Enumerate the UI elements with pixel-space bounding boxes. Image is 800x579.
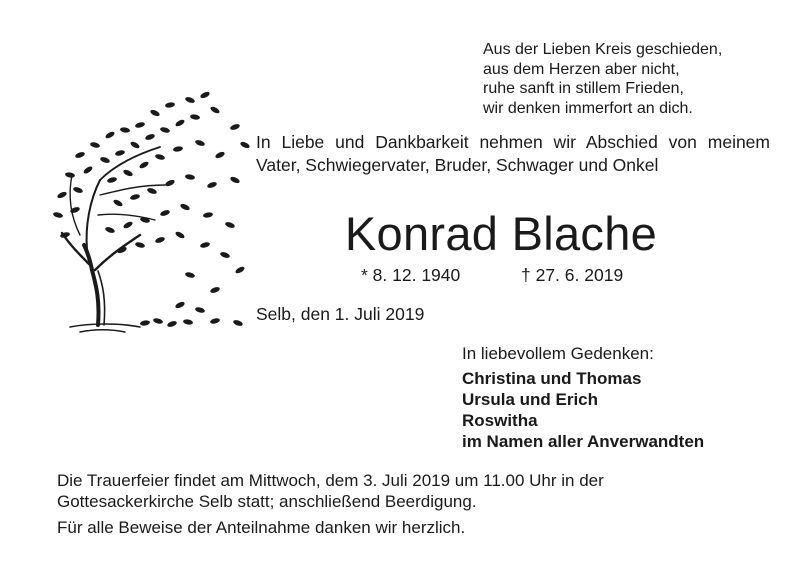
mourners-list (462, 368, 704, 452)
birth-date: * 8. 12. 1940 (361, 265, 461, 285)
mourner-entry: Christina und Thomas (462, 369, 642, 388)
deceased-name: Konrad Blache (344, 207, 658, 260)
mourner-entry: im Namen aller Anverwandten (462, 432, 705, 451)
windswept-tree-illustration (40, 85, 255, 345)
poem-line: wir denken immerfort an dich. (483, 99, 693, 117)
mourner-entry: Roswitha (462, 411, 538, 430)
memorial-label: In liebevollem Gedenken: (462, 344, 654, 363)
place-and-date: Selb, den 1. Juli 2019 (256, 304, 425, 324)
thanks-line: Für alle Beweise der Anteilnahme danken wir herzlich. (57, 518, 466, 537)
poem-line: aus dem Herzen aber nicht, (483, 60, 680, 78)
funeral-info-line: Die Trauerfeier findet am Mittwoch, dem 3. Juli 2019 um 11.00 Uhr in der (57, 471, 604, 490)
mourner-entry: Ursula und Erich (462, 390, 599, 409)
funeral-notice (57, 470, 757, 538)
funeral-info-line: Gottesackerkirche Selb statt; anschließend Beerdigung. (57, 492, 477, 511)
poem-line: Aus der Lieben Kreis geschieden, (483, 41, 723, 58)
death-date: † 27. 6. 2019 (521, 265, 624, 285)
memorial-poem (483, 40, 783, 118)
intro-text: In Liebe und Dankbarkeit nehmen wir Abschied von meinem Vater, Schwiegervater, Bruder, Schwager und Onkel (256, 132, 770, 175)
poem-line: ruhe sanft in stillem Frieden, (483, 80, 684, 97)
